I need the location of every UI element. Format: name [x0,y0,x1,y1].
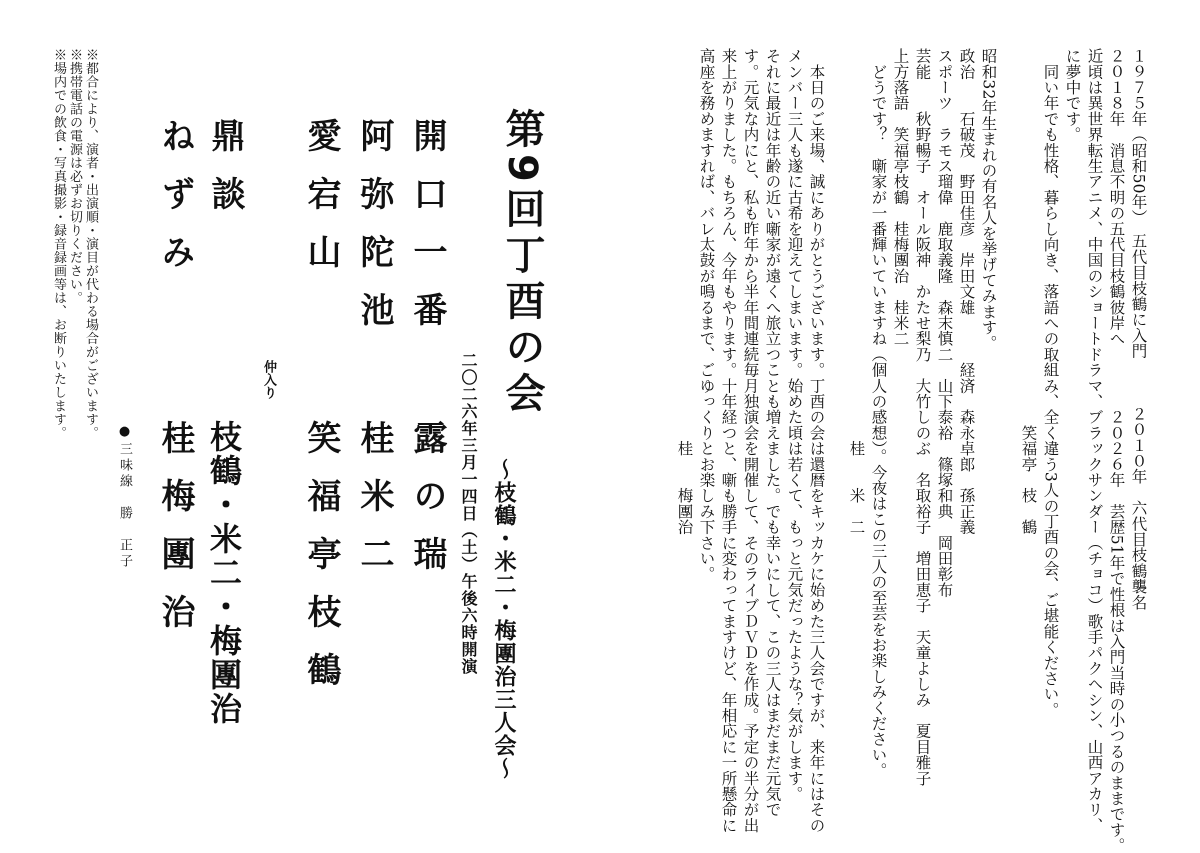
program-item-1-performer: 露の瑞 [407,420,447,594]
yoneji-line-6: どうです？ 噺家が一番輝いていますね（個人の感想）。今夜はこの三人の至芸をお楽しみください。 [869,48,888,779]
umedanji-signature: 桂 梅團治 [675,48,694,535]
edakaku-line-3: 近頃は異世界転生アニメ、中国のショートドラマ、ブラックサンダー（チョコ）歌手パクヘシン、山西アカリ、 [1085,48,1104,833]
note-3: ※場内での飲食・写真撮影・録音録画等は、お断りいたします。 [51,48,66,440]
program-item-5-title: ねずみ [155,118,195,292]
event-subtitle: ～枝鶴・米二・梅團治三人会～ [491,458,516,780]
umedanji-line-2: メンバー三人も遂に古希を迎えてしまいます。始めた頃は若くて、もっと元気だったような？気がします。 [785,48,804,802]
yoneji-line-4: 芸能 秋野暢子 オール阪神 かたせ梨乃 大竹しのぶ 名取裕子 増田恵子 天童よしみ 夏目雅子 [913,48,932,786]
edakaku-line-2: ２０１８年 消息不明の五代目枝鶴彼岸へ ２０２６年 芸歴51年で性根は入門当時の小つるのままです。 [1107,48,1126,853]
note-1: ※都合により、演者・出演順・演目が代わる場合がございます。 [83,48,98,440]
edakaku-line-4: に夢中です。 [1063,48,1082,143]
yoneji-signature: 桂 米 二 [847,48,866,535]
yoneji-line-5: 上方落語 笑福亭枝鶴 桂梅團治 桂米二 [891,48,910,347]
program-item-2-performer: 桂米二 [354,420,394,594]
umedanji-line-4: す。元気な内にと、私も昨年から半年間連続毎月独演会を開催して、そのライブＤＶＤを作成。予定の半分が出 [741,48,760,833]
edakaku-line-1: １９７５年（昭和50年） 五代目枝鶴に入門 ２０１０年 六代目枝鶴襲名 [1129,48,1148,610]
yoneji-line-2: 政治 石破茂 野田佳彦 岸田文雄 経済 森永卓郎 孫正義 [957,48,976,535]
edakaku-signature: 笑福亭 枝 鶴 [1019,48,1038,535]
program-item-1-title: 開口一番 [407,118,447,350]
edakaku-line-5: 同い年でも性格、暮らし向き、落語への取組み、全く違う3人の丁酉の会、ご堪能ください。 [1041,48,1060,718]
shamisen-credit: ●三味線 勝 正子 [117,424,132,570]
nakairi-label: 仲入り [261,360,276,399]
program-item-5-performer: 桂梅團治 [155,420,195,652]
program-item-2-title: 阿弥陀池 [354,118,394,350]
program-item-3-performer: 笑福亭枝鶴 [301,420,341,710]
umedanji-line-3: それに最近は年齢の近い噺家が遠くへ旅立つことも増えました。でも幸いにして、この三人はまだまだ元気で [763,48,782,818]
yoneji-line-1: 昭和32年生まれの有名人を挙げてみます。 [979,48,998,351]
yoneji-line-3: スポーツ ラモス瑠偉 鹿取義隆 森末慎二 山下泰裕 篠塚和典 岡田彰布 [935,48,954,598]
note-2: ※携帯電話の電源は必ずお切りください。 [67,48,82,305]
umedanji-line-1: 本日のご来場、誠にありがとうございます。丁酉の会は還暦をキッカケに始めた三人会ですが、来年にはその [807,48,826,833]
program-item-4-title: 鼎談 [205,118,245,234]
umedanji-line-6: 高座を務めますれば、バレ太鼓が鳴るまで、ごゆっくりとお楽しみ下さい。 [697,48,716,582]
event-date: 二〇二六年三月一四日（土）午後六時開演 [459,352,478,675]
event-title: 第9回丁酉の会 [499,108,545,418]
program-item-3-title: 愛宕山 [301,118,341,292]
umedanji-line-5: 来上がりました。もちろん、今年もやります。十年経つと、噺も勝手に変わってますけど、年相応に一所懸命に [719,48,738,833]
program-item-4-performer: 枝鶴・米二・梅團治 [205,420,243,726]
